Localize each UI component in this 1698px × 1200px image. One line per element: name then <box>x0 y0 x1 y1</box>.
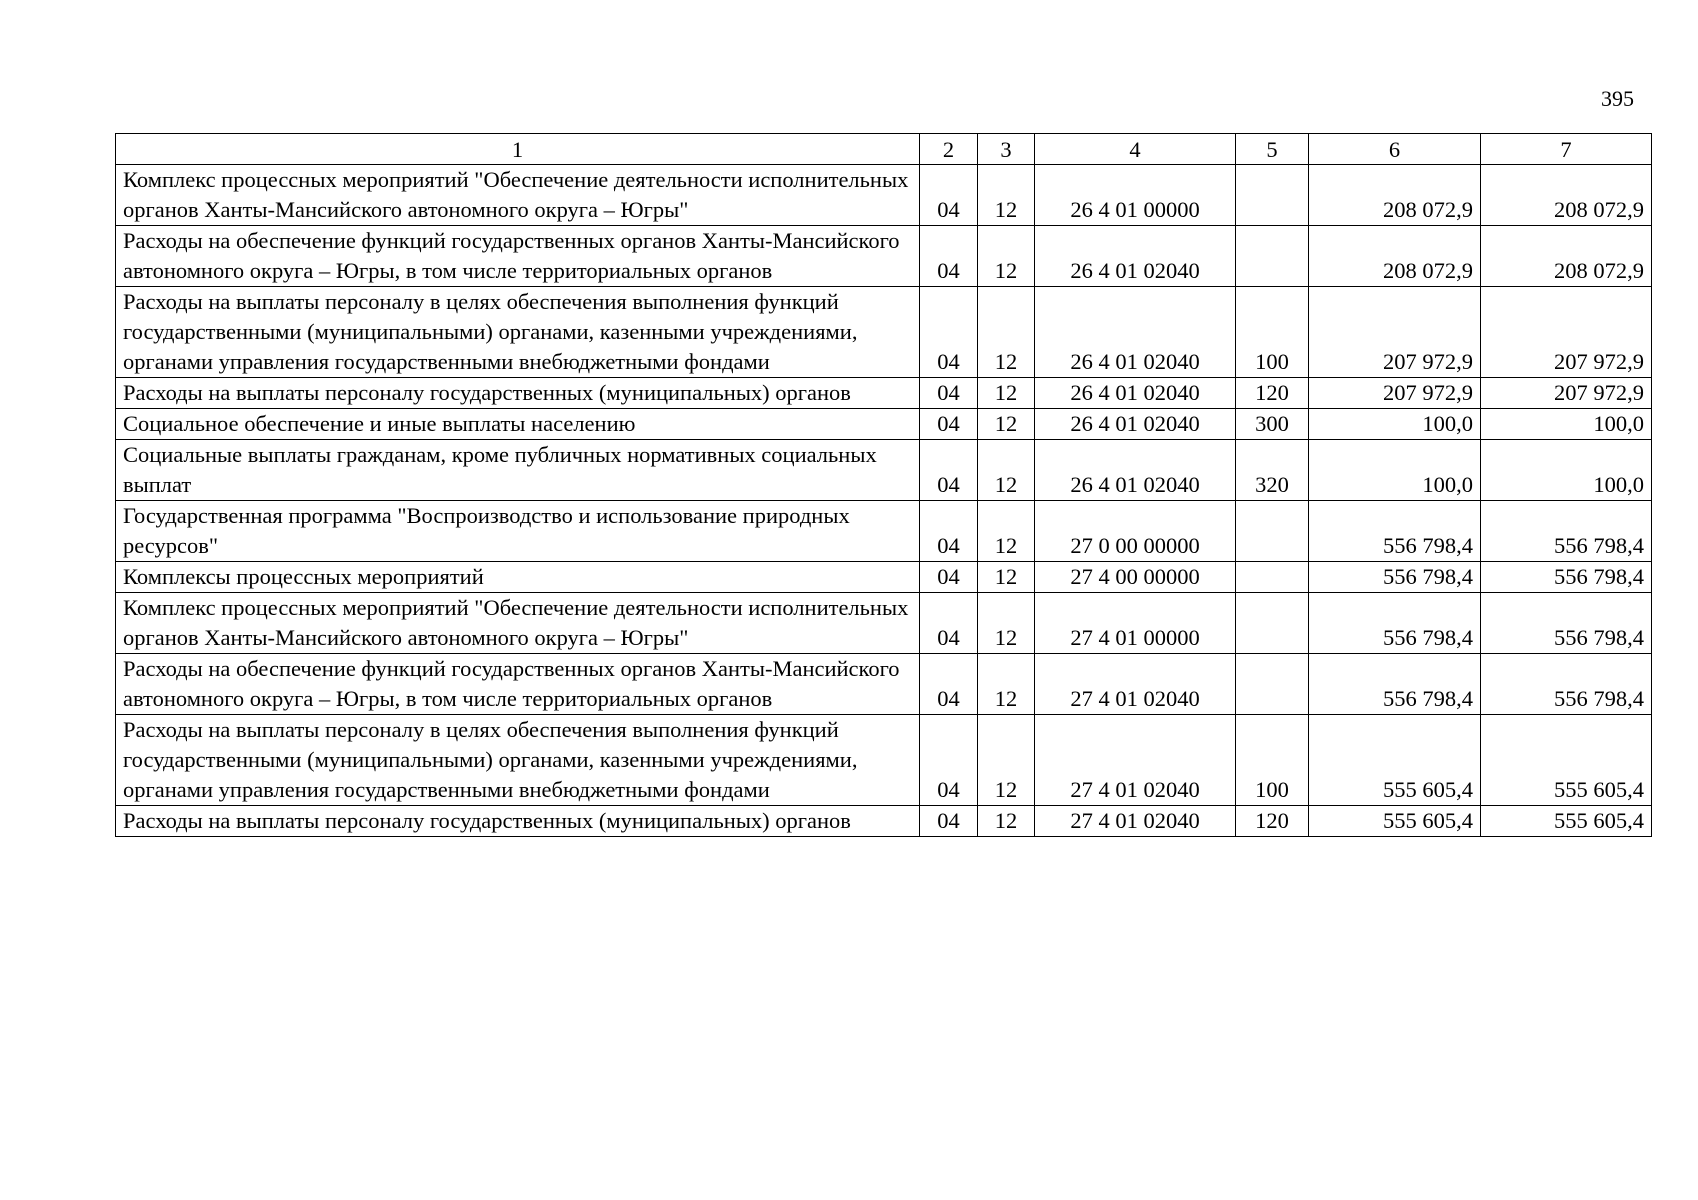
amount-cell-col7: 556 798,4 <box>1481 593 1652 654</box>
row-name-cell: Социальное обеспечение и иные выплаты населению <box>116 409 920 440</box>
section-code-cell: 04 <box>920 409 978 440</box>
amount-cell-col6: 555 605,4 <box>1309 806 1481 837</box>
table-row <box>116 501 1652 562</box>
expense-type-cell: 120 <box>1236 378 1309 409</box>
table-row <box>116 226 1652 287</box>
row-name-cell: Расходы на выплаты персоналу государственных (муниципальных) органов <box>116 806 920 837</box>
subsection-code-cell: 12 <box>978 409 1035 440</box>
amount-cell-col7: 100,0 <box>1481 409 1652 440</box>
table-row <box>116 440 1652 501</box>
amount-cell-col6: 100,0 <box>1309 440 1481 501</box>
row-name-cell: Расходы на обеспечение функций государственных органов Ханты-Мансийского автономного округа – Югры, в том числе территориальных органов <box>116 654 920 715</box>
section-code-cell: 04 <box>920 165 978 226</box>
amount-cell-col7: 100,0 <box>1481 440 1652 501</box>
section-code-cell: 04 <box>920 562 978 593</box>
section-code-cell: 04 <box>920 806 978 837</box>
expense-type-cell <box>1236 654 1309 715</box>
target-article-cell: 26 4 01 00000 <box>1035 165 1236 226</box>
expense-type-cell <box>1236 165 1309 226</box>
expense-type-cell: 120 <box>1236 806 1309 837</box>
amount-cell-col6: 100,0 <box>1309 409 1481 440</box>
amount-cell-col7: 555 605,4 <box>1481 715 1652 806</box>
target-article-cell: 26 4 01 02040 <box>1035 226 1236 287</box>
section-code-cell: 04 <box>920 715 978 806</box>
target-article-cell: 26 4 01 02040 <box>1035 378 1236 409</box>
column-header-7: 7 <box>1481 134 1652 165</box>
expense-type-cell: 100 <box>1236 715 1309 806</box>
amount-cell-col6: 556 798,4 <box>1309 501 1481 562</box>
amount-cell-col7: 555 605,4 <box>1481 806 1652 837</box>
amount-cell-col6: 556 798,4 <box>1309 562 1481 593</box>
row-name-cell: Комплекс процессных мероприятий "Обеспечение деятельности исполнительных органов Ханты-Мансийского автономного округа – Югры" <box>116 593 920 654</box>
table-row <box>116 165 1652 226</box>
target-article-cell: 27 4 01 02040 <box>1035 806 1236 837</box>
subsection-code-cell: 12 <box>978 165 1035 226</box>
subsection-code-cell: 12 <box>978 501 1035 562</box>
table-row <box>116 715 1652 806</box>
amount-cell-col7: 556 798,4 <box>1481 501 1652 562</box>
table-row <box>116 654 1652 715</box>
column-header-3: 3 <box>978 134 1035 165</box>
table-row <box>116 806 1652 837</box>
row-name-cell: Социальные выплаты гражданам, кроме публичных нормативных социальных выплат <box>116 440 920 501</box>
target-article-cell: 27 4 00 00000 <box>1035 562 1236 593</box>
page-number: 395 <box>1601 86 1634 111</box>
amount-cell-col6: 555 605,4 <box>1309 715 1481 806</box>
section-code-cell: 04 <box>920 501 978 562</box>
amount-cell-col6: 207 972,9 <box>1309 287 1481 378</box>
subsection-code-cell: 12 <box>978 593 1035 654</box>
amount-cell-col6: 556 798,4 <box>1309 593 1481 654</box>
budget-table <box>115 133 1652 837</box>
amount-cell-col7: 207 972,9 <box>1481 287 1652 378</box>
amount-cell-col7: 208 072,9 <box>1481 165 1652 226</box>
target-article-cell: 26 4 01 02040 <box>1035 287 1236 378</box>
amount-cell-col7: 208 072,9 <box>1481 226 1652 287</box>
table-row <box>116 409 1652 440</box>
table-header <box>116 134 1652 165</box>
table-body <box>116 165 1652 837</box>
section-code-cell: 04 <box>920 287 978 378</box>
table-row <box>116 378 1652 409</box>
column-header-1: 1 <box>116 134 920 165</box>
column-header-2: 2 <box>920 134 978 165</box>
subsection-code-cell: 12 <box>978 806 1035 837</box>
column-header-4: 4 <box>1035 134 1236 165</box>
subsection-code-cell: 12 <box>978 287 1035 378</box>
expense-type-cell <box>1236 593 1309 654</box>
subsection-code-cell: 12 <box>978 378 1035 409</box>
amount-cell-col6: 207 972,9 <box>1309 378 1481 409</box>
expense-type-cell <box>1236 562 1309 593</box>
expense-type-cell: 300 <box>1236 409 1309 440</box>
section-code-cell: 04 <box>920 654 978 715</box>
amount-cell-col6: 208 072,9 <box>1309 226 1481 287</box>
row-name-cell: Расходы на обеспечение функций государственных органов Ханты-Мансийского автономного округа – Югры, в том числе территориальных органов <box>116 226 920 287</box>
target-article-cell: 27 4 01 02040 <box>1035 715 1236 806</box>
row-name-cell: Расходы на выплаты персоналу государственных (муниципальных) органов <box>116 378 920 409</box>
target-article-cell: 26 4 01 02040 <box>1035 409 1236 440</box>
section-code-cell: 04 <box>920 593 978 654</box>
row-name-cell: Комплексы процессных мероприятий <box>116 562 920 593</box>
subsection-code-cell: 12 <box>978 562 1035 593</box>
column-header-6: 6 <box>1309 134 1481 165</box>
amount-cell-col7: 556 798,4 <box>1481 562 1652 593</box>
target-article-cell: 27 4 01 00000 <box>1035 593 1236 654</box>
row-name-cell: Расходы на выплаты персоналу в целях обеспечения выполнения функций государственными (муниципальными) органами, казенными учреждениями, органами управления государственными внебюджетными фондами <box>116 287 920 378</box>
section-code-cell: 04 <box>920 440 978 501</box>
amount-cell-col7: 556 798,4 <box>1481 654 1652 715</box>
section-code-cell: 04 <box>920 226 978 287</box>
table-row <box>116 287 1652 378</box>
row-name-cell: Государственная программа "Воспроизводство и использование природных ресурсов" <box>116 501 920 562</box>
target-article-cell: 27 4 01 02040 <box>1035 654 1236 715</box>
section-code-cell: 04 <box>920 378 978 409</box>
target-article-cell: 27 0 00 00000 <box>1035 501 1236 562</box>
subsection-code-cell: 12 <box>978 226 1035 287</box>
subsection-code-cell: 12 <box>978 715 1035 806</box>
table-row <box>116 562 1652 593</box>
row-name-cell: Расходы на выплаты персоналу в целях обеспечения выполнения функций государственными (муниципальными) органами, казенными учреждениями, органами управления государственными внебюджетными фондами <box>116 715 920 806</box>
amount-cell-col7: 207 972,9 <box>1481 378 1652 409</box>
expense-type-cell: 320 <box>1236 440 1309 501</box>
target-article-cell: 26 4 01 02040 <box>1035 440 1236 501</box>
expense-type-cell <box>1236 226 1309 287</box>
header-row <box>116 134 1652 165</box>
amount-cell-col6: 556 798,4 <box>1309 654 1481 715</box>
column-header-5: 5 <box>1236 134 1309 165</box>
row-name-cell: Комплекс процессных мероприятий "Обеспечение деятельности исполнительных органов Ханты-Мансийского автономного округа – Югры" <box>116 165 920 226</box>
amount-cell-col6: 208 072,9 <box>1309 165 1481 226</box>
expense-type-cell <box>1236 501 1309 562</box>
subsection-code-cell: 12 <box>978 654 1035 715</box>
table-row <box>116 593 1652 654</box>
subsection-code-cell: 12 <box>978 440 1035 501</box>
expense-type-cell: 100 <box>1236 287 1309 378</box>
